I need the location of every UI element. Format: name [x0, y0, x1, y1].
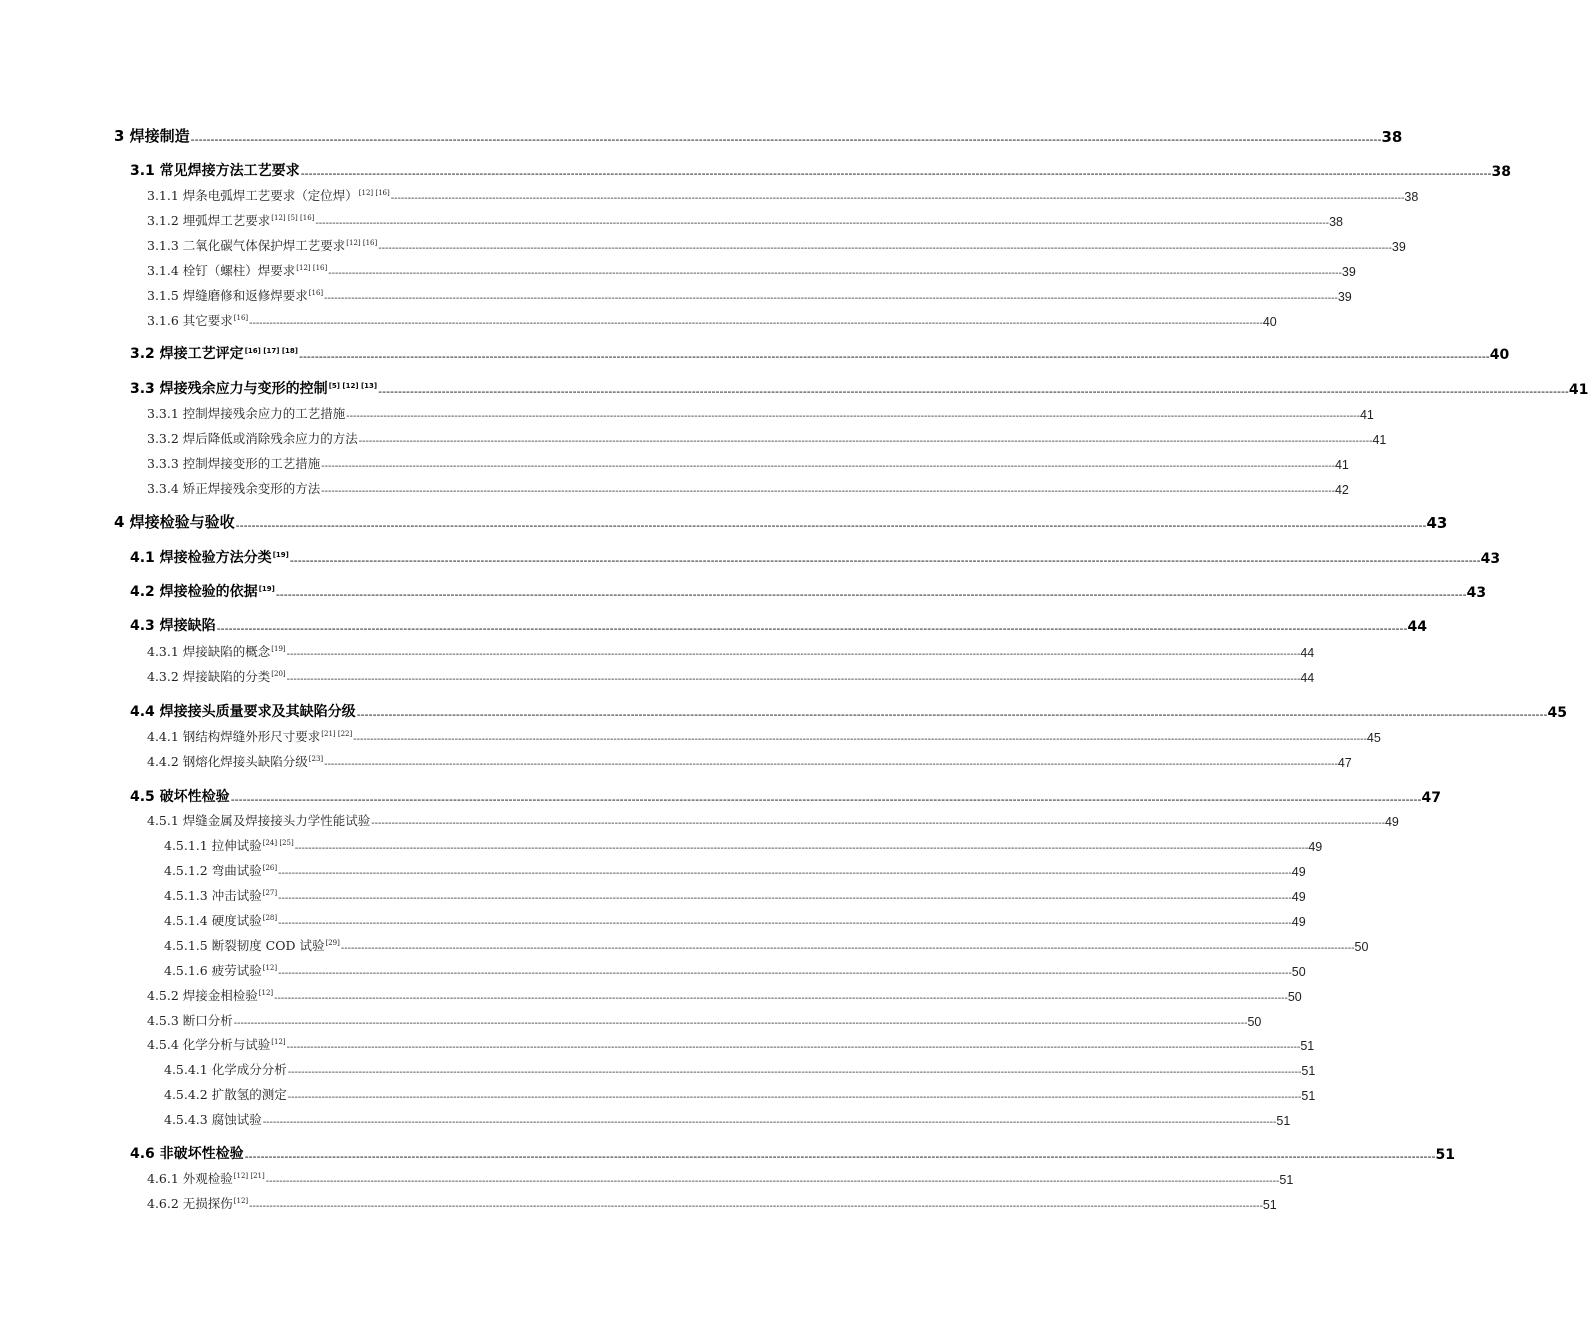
- dot-leader: ------------------------------------------------------------------------------------------------------------------------------------------------------------------------------------------------------------------------------------------------------------------------------------------------------------: [286, 1042, 1301, 1053]
- dot-leader: ------------------------------------------------------------------------------------------------------------------------------------------------------------------------------------------------------------------------------------------------------------------------------------------------------------: [278, 868, 1292, 879]
- toc-entry-refs: [27]: [262, 889, 278, 897]
- toc-entry[interactable]: [130, 581, 1487, 601]
- toc-entry-page: 51: [1301, 1089, 1316, 1103]
- dot-leader: ------------------------------------------------------------------------------------------------------------------------------------------------------------------------------------------------------------------------------------------------------------------------------------------------------------: [371, 818, 1385, 829]
- toc-entry-title: 3.1.5 焊缝磨修和返修焊要求[16]: [147, 288, 324, 303]
- toc-entry-title: 3.3 焊接残余应力与变形的控制[5] [12] [13]: [130, 381, 378, 397]
- toc-entry-page: 49: [1308, 840, 1323, 854]
- toc-entry[interactable]: [164, 1085, 1316, 1103]
- toc-entry-refs: [23]: [308, 755, 324, 763]
- dot-leader: ------------------------------------------------------------------------------------------------------------------------------------------------------------------------------------------------------------------------------------------------------------------------------------------------------------: [378, 243, 1392, 254]
- toc-entry[interactable]: [147, 404, 1374, 422]
- dot-leader: ------------------------------------------------------------------------------------------------------------------------------------------------------------------------------------------------------------------------------------------------------------------------------------------------------------: [300, 167, 1492, 180]
- toc-entry-refs: [26]: [262, 864, 278, 872]
- toc-entry-refs: [12] [16]: [296, 264, 328, 272]
- toc-entry-page: 42: [1334, 483, 1349, 497]
- toc-entry-title: 4.2 焊接检验的依据[19]: [130, 584, 275, 600]
- dot-leader: ------------------------------------------------------------------------------------------------------------------------------------------------------------------------------------------------------------------------------------------------------------------------------------------------------------: [378, 385, 1569, 398]
- toc-entry-refs: [12]: [233, 1197, 249, 1205]
- toc-entry-page: 43: [1426, 514, 1448, 532]
- toc-entry-title: 4.3 焊接缺陷: [130, 618, 216, 634]
- dot-leader: ------------------------------------------------------------------------------------------------------------------------------------------------------------------------------------------------------------------------------------------------------------------------------------------------------------: [286, 649, 1301, 660]
- dot-leader: ------------------------------------------------------------------------------------------------------------------------------------------------------------------------------------------------------------------------------------------------------------------------------------------------------------: [278, 918, 1292, 929]
- toc-entry-page: 41: [1359, 408, 1374, 422]
- toc-entry-title: 4.4.1 钢结构焊缝外形尺寸要求[21] [22]: [147, 729, 353, 744]
- toc-entry-title: 4.5.1.6 疲劳试验[12]: [164, 963, 278, 978]
- toc-entry-page: 47: [1337, 756, 1352, 770]
- dot-leader: ------------------------------------------------------------------------------------------------------------------------------------------------------------------------------------------------------------------------------------------------------------------------------------------------------------: [249, 1201, 1263, 1212]
- toc-entry-title: 4.3.2 焊接缺陷的分类[20]: [147, 669, 286, 684]
- toc-entry[interactable]: [147, 1194, 1277, 1212]
- toc-entry-page: 51: [1262, 1198, 1277, 1212]
- toc-entry-refs: [20]: [271, 670, 286, 678]
- toc-entry[interactable]: [147, 479, 1349, 497]
- toc-entry-page: 50: [1354, 940, 1369, 954]
- toc-entry-title: 4.6.1 外观检验[12] [21]: [147, 1171, 265, 1186]
- toc-entry-page: 45: [1366, 731, 1381, 745]
- toc-entry[interactable]: [130, 378, 1588, 398]
- toc-entry-refs: [12] [16]: [346, 239, 378, 247]
- toc-entry-page: 43: [1480, 551, 1501, 567]
- toc-entry-refs: [24] [25]: [262, 839, 294, 847]
- dot-leader: ------------------------------------------------------------------------------------------------------------------------------------------------------------------------------------------------------------------------------------------------------------------------------------------------------------: [294, 843, 1309, 854]
- dot-leader: ------------------------------------------------------------------------------------------------------------------------------------------------------------------------------------------------------------------------------------------------------------------------------------------------------------: [274, 993, 1288, 1004]
- toc-entry[interactable]: [147, 211, 1343, 229]
- toc-entry[interactable]: [114, 512, 1448, 532]
- toc-entry-title: 3.3.3 控制焊接变形的工艺措施: [147, 456, 321, 471]
- toc-entry-refs: [12] [21]: [233, 1172, 265, 1180]
- toc-entry-title: 4.3.1 焊接缺陷的概念[19]: [147, 644, 286, 659]
- toc-entry-page: 44: [1300, 671, 1315, 685]
- dot-leader: ------------------------------------------------------------------------------------------------------------------------------------------------------------------------------------------------------------------------------------------------------------------------------------------------------------: [216, 622, 1408, 635]
- toc-entry-title: 3.1 常见焊接方法工艺要求: [130, 163, 300, 179]
- toc-entry[interactable]: [130, 547, 1501, 567]
- toc-entry-title: 3.3.2 焊后降低或消除残余应力的方法: [147, 431, 358, 446]
- dot-leader: ------------------------------------------------------------------------------------------------------------------------------------------------------------------------------------------------------------------------------------------------------------------------------------------------------------: [289, 554, 1481, 567]
- toc-entry-page: 50: [1247, 1015, 1262, 1029]
- toc-entry-title: 4.4.2 钢熔化焊接头缺陷分级[23]: [147, 754, 324, 769]
- toc-entry-title: 4.5.4.2 扩散氢的测定: [164, 1087, 287, 1102]
- toc-entry[interactable]: [147, 986, 1302, 1004]
- toc-entry[interactable]: [147, 1011, 1262, 1029]
- toc-entry-refs: [12] [5] [16]: [271, 214, 315, 222]
- toc-entry-page: 39: [1391, 240, 1406, 254]
- toc-entry-title: 4.5.1.4 硬度试验[28]: [164, 913, 278, 928]
- toc-entry[interactable]: [164, 861, 1306, 879]
- toc-entry-page: 38: [1329, 215, 1343, 229]
- toc-entry[interactable]: [147, 311, 1277, 329]
- dot-leader: ------------------------------------------------------------------------------------------------------------------------------------------------------------------------------------------------------------------------------------------------------------------------------------------------------------: [340, 943, 1355, 954]
- toc-entry-page: 43: [1466, 585, 1487, 601]
- toc-entry-title: 3.1.4 栓钉（螺柱）焊要求[12] [16]: [147, 263, 328, 278]
- toc-entry-page: 44: [1407, 619, 1427, 635]
- toc-entry-title: 4.5.4.1 化学成分分析: [164, 1062, 287, 1077]
- toc-entry-page: 38: [1381, 128, 1403, 146]
- dot-leader: ------------------------------------------------------------------------------------------------------------------------------------------------------------------------------------------------------------------------------------------------------------------------------------------------------------: [286, 674, 1301, 685]
- toc-entry-title: 4.5.4.3 腐蚀试验: [164, 1112, 262, 1127]
- toc-entry[interactable]: [147, 236, 1406, 254]
- toc-entry[interactable]: [130, 160, 1511, 180]
- toc-entry-page: 50: [1291, 965, 1306, 979]
- dot-leader: ------------------------------------------------------------------------------------------------------------------------------------------------------------------------------------------------------------------------------------------------------------------------------------------------------------: [278, 968, 1292, 979]
- toc-entry-title: 4.4 焊接接头质量要求及其缺陷分级: [130, 704, 356, 720]
- toc-entry[interactable]: [147, 186, 1419, 204]
- dot-leader: ------------------------------------------------------------------------------------------------------------------------------------------------------------------------------------------------------------------------------------------------------------------------------------------------------------: [287, 1067, 1302, 1078]
- dot-leader: ------------------------------------------------------------------------------------------------------------------------------------------------------------------------------------------------------------------------------------------------------------------------------------------------------------: [390, 193, 1405, 204]
- toc-entry-refs: [16] [17] [18]: [244, 347, 298, 355]
- toc-entry-page: 41: [1568, 382, 1588, 398]
- dot-leader: ------------------------------------------------------------------------------------------------------------------------------------------------------------------------------------------------------------------------------------------------------------------------------------------------------------: [298, 350, 1490, 363]
- dot-leader: ------------------------------------------------------------------------------------------------------------------------------------------------------------------------------------------------------------------------------------------------------------------------------------------------------------: [235, 519, 1427, 532]
- toc-entry-page: 51: [1300, 1039, 1315, 1053]
- dot-leader: ------------------------------------------------------------------------------------------------------------------------------------------------------------------------------------------------------------------------------------------------------------------------------------------------------------: [324, 293, 1338, 304]
- toc-entry-title: 3.1.2 埋弧焊工艺要求[12] [5] [16]: [147, 213, 315, 228]
- dot-leader: ------------------------------------------------------------------------------------------------------------------------------------------------------------------------------------------------------------------------------------------------------------------------------------------------------------: [265, 1176, 1280, 1187]
- toc-entry[interactable]: [147, 429, 1387, 447]
- toc-entry[interactable]: [164, 961, 1306, 979]
- toc-entry[interactable]: [130, 343, 1510, 363]
- toc-entry-page: 40: [1489, 347, 1510, 363]
- dot-leader: ------------------------------------------------------------------------------------------------------------------------------------------------------------------------------------------------------------------------------------------------------------------------------------------------------------: [287, 1092, 1302, 1103]
- toc-entry-title: 4.5.3 断口分析: [147, 1013, 233, 1028]
- toc-entry[interactable]: [164, 886, 1306, 904]
- toc-entry-page: 51: [1301, 1064, 1316, 1078]
- toc-entry-title: 4.5.1.3 冲击试验[27]: [164, 888, 278, 903]
- toc-entry-title: 3.1.6 其它要求[16]: [147, 313, 249, 328]
- toc-entry-refs: [16]: [233, 314, 249, 322]
- dot-leader: ------------------------------------------------------------------------------------------------------------------------------------------------------------------------------------------------------------------------------------------------------------------------------------------------------------: [190, 133, 1382, 146]
- toc-entry-refs: [16]: [308, 289, 324, 297]
- dot-leader: ------------------------------------------------------------------------------------------------------------------------------------------------------------------------------------------------------------------------------------------------------------------------------------------------------------: [324, 759, 1338, 770]
- dot-leader: ------------------------------------------------------------------------------------------------------------------------------------------------------------------------------------------------------------------------------------------------------------------------------------------------------------: [230, 793, 1422, 806]
- toc-entry-page: 49: [1291, 865, 1306, 879]
- toc-entry[interactable]: [147, 261, 1356, 279]
- dot-leader: ------------------------------------------------------------------------------------------------------------------------------------------------------------------------------------------------------------------------------------------------------------------------------------------------------------: [321, 486, 1335, 497]
- toc-entry-page: 38: [1404, 190, 1419, 204]
- toc-entry-page: 51: [1279, 1173, 1294, 1187]
- dot-leader: ------------------------------------------------------------------------------------------------------------------------------------------------------------------------------------------------------------------------------------------------------------------------------------------------------------: [321, 461, 1335, 472]
- toc-entry[interactable]: [147, 454, 1349, 472]
- dot-leader: ------------------------------------------------------------------------------------------------------------------------------------------------------------------------------------------------------------------------------------------------------------------------------------------------------------: [328, 268, 1342, 279]
- toc-entry[interactable]: [147, 286, 1352, 304]
- toc-entry-title: 3.3.4 矫正焊接残余变形的方法: [147, 481, 321, 496]
- toc-entry-page: 51: [1435, 1147, 1455, 1163]
- toc-entry[interactable]: [147, 752, 1352, 770]
- dot-leader: ------------------------------------------------------------------------------------------------------------------------------------------------------------------------------------------------------------------------------------------------------------------------------------------------------------: [244, 1150, 1436, 1163]
- toc-entry-title: 4.5.1.5 断裂韧度 COD 试验[29]: [164, 938, 340, 953]
- toc-entry[interactable]: [164, 1060, 1316, 1078]
- toc-entry-refs: [28]: [262, 914, 278, 922]
- toc-entry-page: 49: [1291, 890, 1306, 904]
- dot-leader: ------------------------------------------------------------------------------------------------------------------------------------------------------------------------------------------------------------------------------------------------------------------------------------------------------------: [262, 1117, 1277, 1128]
- toc-entry-page: 45: [1547, 705, 1567, 721]
- toc-entry-page: 41: [1372, 433, 1387, 447]
- toc-entry-title: 3 焊接制造: [114, 127, 190, 145]
- toc-entry-page: 49: [1384, 815, 1399, 829]
- toc-entry-title: 4.6 非破坏性检验: [130, 1146, 244, 1162]
- toc-entry-title: 3.3.1 控制焊接残余应力的工艺措施: [147, 406, 346, 421]
- dot-leader: ------------------------------------------------------------------------------------------------------------------------------------------------------------------------------------------------------------------------------------------------------------------------------------------------------------: [356, 708, 1548, 721]
- toc-entry-title: 3.1.3 二氧化碳气体保护焊工艺要求[12] [16]: [147, 238, 378, 253]
- toc-entry-refs: [5] [12] [13]: [328, 382, 378, 390]
- toc-entry[interactable]: [147, 727, 1381, 745]
- toc-entry[interactable]: [147, 642, 1315, 660]
- toc-entry[interactable]: [130, 1143, 1455, 1163]
- toc-entry-title: 4.5.1.2 弯曲试验[26]: [164, 863, 278, 878]
- toc-entry-title: 3.2 焊接工艺评定[16] [17] [18]: [130, 346, 298, 362]
- dot-leader: ------------------------------------------------------------------------------------------------------------------------------------------------------------------------------------------------------------------------------------------------------------------------------------------------------------: [275, 588, 1467, 601]
- dot-leader: ------------------------------------------------------------------------------------------------------------------------------------------------------------------------------------------------------------------------------------------------------------------------------------------------------------: [358, 436, 1373, 447]
- dot-leader: ------------------------------------------------------------------------------------------------------------------------------------------------------------------------------------------------------------------------------------------------------------------------------------------------------------: [315, 218, 1330, 229]
- toc-entry[interactable]: [147, 811, 1399, 829]
- toc-entry-title: 4.5.1 焊缝金属及焊接接头力学性能试验: [147, 813, 371, 828]
- toc-entry-title: 4.1 焊接检验方法分类[19]: [130, 550, 289, 566]
- toc-entry-refs: [19]: [271, 645, 286, 653]
- toc-entry-page: 40: [1262, 315, 1277, 329]
- toc-entry[interactable]: [147, 1035, 1315, 1053]
- toc-entry-page: 39: [1341, 265, 1356, 279]
- toc-entry[interactable]: [164, 1110, 1291, 1128]
- toc-entry[interactable]: [130, 615, 1427, 635]
- toc-entry-page: 50: [1287, 990, 1302, 1004]
- toc-entry-refs: [19]: [258, 585, 275, 593]
- toc-entry-refs: [19]: [272, 551, 289, 559]
- toc-entry-page: 44: [1300, 646, 1315, 660]
- toc-entry[interactable]: [164, 836, 1323, 854]
- toc-entry-title: 4 焊接检验与验收: [114, 513, 235, 531]
- toc-entry-refs: [12]: [271, 1038, 286, 1046]
- dot-leader: ------------------------------------------------------------------------------------------------------------------------------------------------------------------------------------------------------------------------------------------------------------------------------------------------------------: [249, 318, 1263, 329]
- toc-entry-refs: [12]: [258, 989, 274, 997]
- toc-entry[interactable]: [147, 1169, 1294, 1187]
- toc-entry-title: 3.1.1 焊条电弧焊工艺要求（定位焊）[12] [16]: [147, 188, 390, 203]
- toc-entry[interactable]: [147, 667, 1315, 685]
- toc-entry-refs: [12]: [262, 964, 278, 972]
- dot-leader: ------------------------------------------------------------------------------------------------------------------------------------------------------------------------------------------------------------------------------------------------------------------------------------------------------------: [346, 411, 1360, 422]
- toc-entry-refs: [21] [22]: [321, 730, 353, 738]
- toc-entry[interactable]: [164, 936, 1369, 954]
- toc-entry-title: 4.5 破坏性检验: [130, 789, 230, 805]
- toc-entry-page: 39: [1337, 290, 1352, 304]
- toc-entry-title: 4.5.2 焊接金相检验[12]: [147, 988, 274, 1003]
- toc-entry[interactable]: [130, 786, 1441, 806]
- dot-leader: ------------------------------------------------------------------------------------------------------------------------------------------------------------------------------------------------------------------------------------------------------------------------------------------------------------: [353, 734, 1367, 745]
- toc-entry[interactable]: [114, 126, 1403, 146]
- toc-entry[interactable]: [164, 911, 1306, 929]
- dot-leader: ------------------------------------------------------------------------------------------------------------------------------------------------------------------------------------------------------------------------------------------------------------------------------------------------------------: [278, 893, 1292, 904]
- toc-entry-page: 47: [1421, 790, 1441, 806]
- toc-entry-title: 4.6.2 无损探伤[12]: [147, 1196, 249, 1211]
- toc-entry-refs: [29]: [325, 939, 340, 947]
- toc-entry-title: 4.5.1.1 拉伸试验[24] [25]: [164, 838, 294, 853]
- toc-entry-refs: [12] [16]: [358, 189, 390, 197]
- toc-entry-title: 4.5.4 化学分析与试验[12]: [147, 1037, 286, 1052]
- toc-entry-page: 41: [1334, 458, 1349, 472]
- toc-entry-page: 38: [1491, 164, 1511, 180]
- dot-leader: ------------------------------------------------------------------------------------------------------------------------------------------------------------------------------------------------------------------------------------------------------------------------------------------------------------: [233, 1018, 1248, 1029]
- toc-entry-page: 51: [1276, 1114, 1291, 1128]
- toc-entry-page: 49: [1291, 915, 1306, 929]
- toc-entry[interactable]: [130, 701, 1567, 721]
